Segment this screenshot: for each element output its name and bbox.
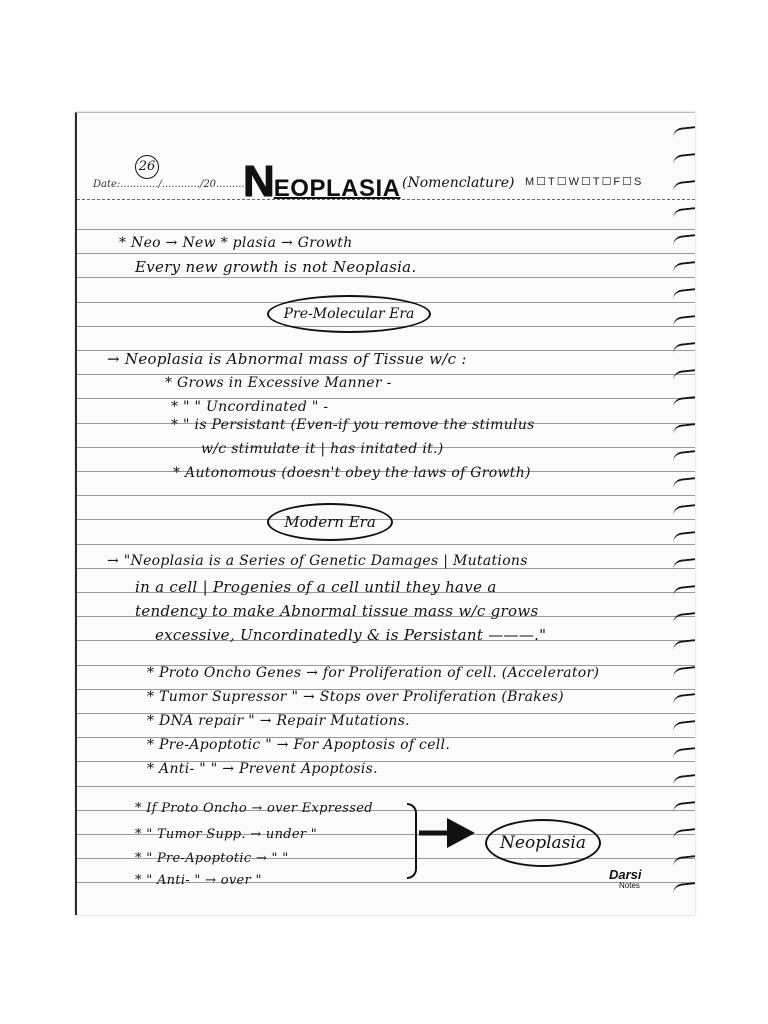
result-oval-neoplasia: Neoplasia bbox=[485, 819, 601, 867]
brand-subtext: Notes bbox=[619, 881, 640, 890]
spiral-ring bbox=[673, 342, 695, 354]
note-line-15: * DNA repair " → Repair Mutations. bbox=[147, 713, 410, 729]
spiral-ring bbox=[673, 720, 695, 732]
note-line-8: * Autonomous (doesn't obey the laws of Growth) bbox=[173, 465, 531, 481]
notebook-page bbox=[75, 112, 695, 915]
date-field: Date:............/............/20.......... bbox=[93, 179, 248, 190]
ruled-line bbox=[77, 495, 695, 496]
spiral-ring bbox=[673, 369, 695, 381]
right-arrow-icon bbox=[417, 813, 479, 853]
title-rest: EOPLASIA bbox=[273, 175, 401, 202]
section-oval-pre-molecular: Pre-Molecular Era bbox=[267, 295, 431, 333]
note-line-13: * Proto Oncho Genes → for Proliferation of cell. (Accelerator) bbox=[147, 665, 600, 681]
spiral-ring bbox=[673, 261, 695, 273]
spiral-ring bbox=[673, 477, 695, 489]
note-line-16: * Pre-Apoptotic " → For Apoptosis of cell. bbox=[147, 737, 451, 753]
section-oval-modern: Modern Era bbox=[267, 503, 393, 541]
spiral-ring bbox=[673, 153, 695, 165]
ruled-line bbox=[77, 253, 695, 254]
spiral-ring bbox=[673, 774, 695, 786]
ruled-line bbox=[77, 277, 695, 278]
spiral-ring bbox=[673, 882, 695, 894]
spiral-ring bbox=[673, 126, 695, 138]
note-line-19: * " Tumor Supp. → under " bbox=[135, 827, 318, 842]
spiral-ring bbox=[673, 207, 695, 219]
note-line-4: * Grows in Excessive Manner - bbox=[165, 375, 392, 391]
spiral-ring bbox=[673, 288, 695, 300]
spiral-ring bbox=[673, 315, 695, 327]
spiral-ring bbox=[673, 450, 695, 462]
note-line-14: * Tumor Supressor " → Stops over Proliferation (Brakes) bbox=[147, 689, 564, 705]
note-line-18: * If Proto Oncho → over Expressed bbox=[135, 801, 373, 816]
spiral-ring bbox=[673, 585, 695, 597]
note-line-11: tendency to make Abnormal tissue mass w/c grows bbox=[135, 602, 539, 620]
note-line-7: w/c stimulate it | has initated it.) bbox=[201, 441, 444, 457]
spiral-ring bbox=[673, 531, 695, 543]
title-initial: N bbox=[243, 157, 274, 206]
spiral-ring bbox=[673, 180, 695, 192]
page-title bbox=[243, 157, 400, 207]
ruled-line bbox=[77, 229, 695, 230]
spiral-ring bbox=[673, 747, 695, 759]
weekday-boxes: M☐T☐W☐T☐F☐S bbox=[525, 176, 644, 188]
note-line-10: in a cell | Progenies of a cell until they have a bbox=[135, 578, 497, 596]
note-line-20: * " Pre-Apoptotic → " " bbox=[135, 851, 289, 866]
note-line-21: * " Anti- " → over " bbox=[135, 873, 262, 888]
note-line-9: → "Neoplasia is a Series of Genetic Damages | Mutations bbox=[107, 553, 528, 569]
note-line-2: Every new growth is not Neoplasia. bbox=[135, 258, 417, 276]
page-number: 26 bbox=[135, 155, 159, 179]
note-line-5: * " " Uncordinated " - bbox=[171, 399, 329, 415]
spiral-ring bbox=[673, 504, 695, 516]
brand-logo: Darsi bbox=[609, 867, 642, 882]
spiral-ring bbox=[673, 612, 695, 624]
spiral-ring bbox=[673, 855, 695, 867]
note-line-12: excessive, Uncordinatedly & is Persistant ———." bbox=[155, 626, 547, 644]
spiral-ring bbox=[673, 828, 695, 840]
page-subtitle: (Nomenclature) bbox=[402, 175, 515, 191]
note-line-17: * Anti- " " → Prevent Apoptosis. bbox=[147, 761, 378, 777]
ruled-line bbox=[77, 544, 695, 545]
note-line-3: → Neoplasia is Abnormal mass of Tissue w/c : bbox=[107, 350, 467, 368]
spiral-ring bbox=[673, 234, 695, 246]
ruled-line bbox=[77, 398, 695, 399]
spiral-ring bbox=[673, 423, 695, 435]
note-line-6: * " is Persistant (Even-if you remove the stimulus bbox=[171, 417, 535, 433]
spiral-ring bbox=[673, 693, 695, 705]
ruled-line bbox=[77, 786, 695, 787]
closing-bracket bbox=[407, 803, 417, 879]
note-line-1: * Neo → New * plasia → Growth bbox=[119, 235, 353, 251]
spiral-ring bbox=[673, 666, 695, 678]
